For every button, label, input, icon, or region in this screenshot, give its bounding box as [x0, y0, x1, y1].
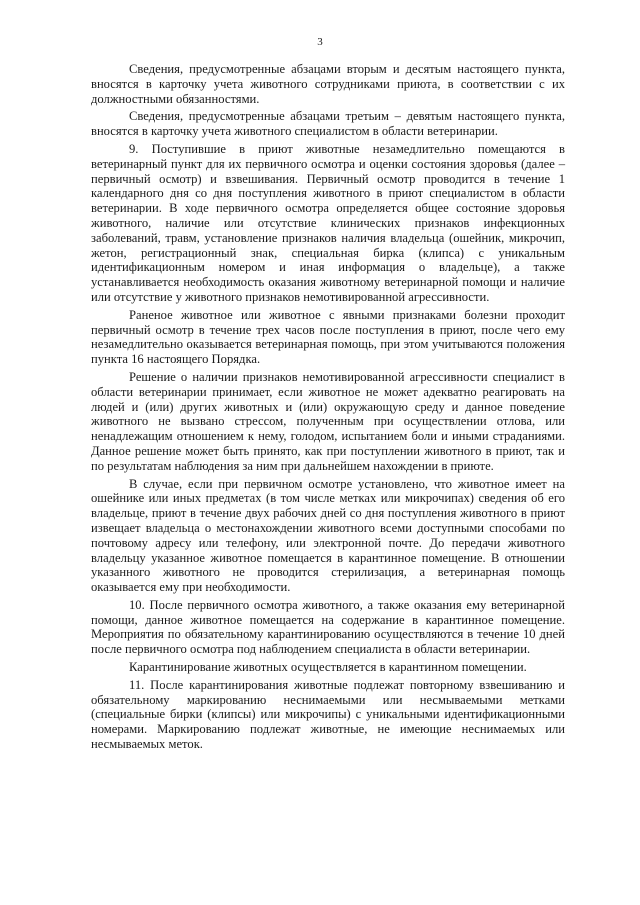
page-number: 3 [317, 36, 323, 48]
paragraph-item-11-marking: 11. После карантинирования животные подлежат повторному взвешиванию и обязательному маркированию неснимаемыми или несмываемыми метками (специальные бирки (клипсы) или микрочипы) с уникальными идентификационными номерами. Маркированию подлежат животные, не имеющие неснимаемых или несмываемых меток. [91, 677, 565, 752]
paragraph-item-10-quarantine: 10. После первичного осмотра животного, а также оказания ему ветеринарной помощи, данное животное помещается на содержание в карантинное помещение. Мероприятия по обязательному карантинированию осуществляются в течение 10 дней после первичного осмотра под наблюдением специалиста в области ветеринарии. [91, 597, 565, 657]
document-body [91, 62, 565, 755]
paragraph-owner-info-vet: Сведения, предусмотренные абзацами третьим – девятым настоящего пункта, вносятся в карточку учета животного специалистом в области ветеринарии. [91, 109, 565, 139]
paragraph-injured-animal: Раненое животное или животное с явными признаками болезни проходит первичный осмотр в течение трех часов после поступления в приют, после чего ему незамедлительно оказывается ветеринарная помощь, при этом учитываются положения пункта 16 настоящего Порядка. [91, 307, 565, 367]
paragraph-owner-notification: В случае, если при первичном осмотре установлено, что животное имеет на ошейнике или иных предметах (в том числе метках или микрочипах) сведения об его владельце, приют в течение двух рабочих дней со дня поступления животного в приют извещает владельца о местонахождении животного всеми доступными способами по почтовому адресу или телефону, или электронной почте. До передачи животного владельцу указанное животное помещается в карантинное помещение. В отношении указанного животного не проводится стерилизация, а ветеринарная помощь оказывается ему при необходимости. [91, 476, 565, 595]
paragraph-item-9-primary-exam: 9. Поступившие в приют животные незамедлительно помещаются в ветеринарный пункт для их первичного осмотра и оценки состояния здоровья (далее – первичный осмотр) и взвешивания. Первичный осмотр проводится в течение 1 календарного дня со дня поступления животного в приют специалистом в области ветеринарии. В ходе первичного осмотра определяется общее состояние здоровья животного, наличие или отсутствие клинических признаков инфекционных заболеваний, травм, установление признаков наличия владельца (ошейник, микрочип, жетон, регистрационный знак, специальная бирка (клипса) с уникальным идентификационным номером и иная информация о владельце), а также устанавливается необходимость оказания животному ветеринарной помощи и наличие или отсутствие у животного признаков немотивированной агрессивности. [91, 141, 565, 304]
paragraph-quarantine-room: Карантинирование животных осуществляется в карантинном помещении. [129, 660, 527, 675]
paragraph-owner-info-staff: Сведения, предусмотренные абзацами вторым и десятым настоящего пункта, вносятся в карточку учета животного сотрудниками приюта, в соответствии с их должностными обязанностями. [91, 62, 565, 106]
paragraph-aggression-decision: Решение о наличии признаков немотивированной агрессивности специалист в области ветеринарии принимает, если животное не может адекватно реагировать на людей и (или) других животных и (или) окружающую среду и данное поведение животного не вызвано стрессом, полученным при осуществлении отлова, или ненадлежащим отношением к нему, голодом, испытанием боли и иными страданиями. Данное решение может быть принято, как при поступлении животного в приют, так и по результатам наблюдения за ним при дальнейшем нахождении в приюте. [91, 369, 565, 473]
